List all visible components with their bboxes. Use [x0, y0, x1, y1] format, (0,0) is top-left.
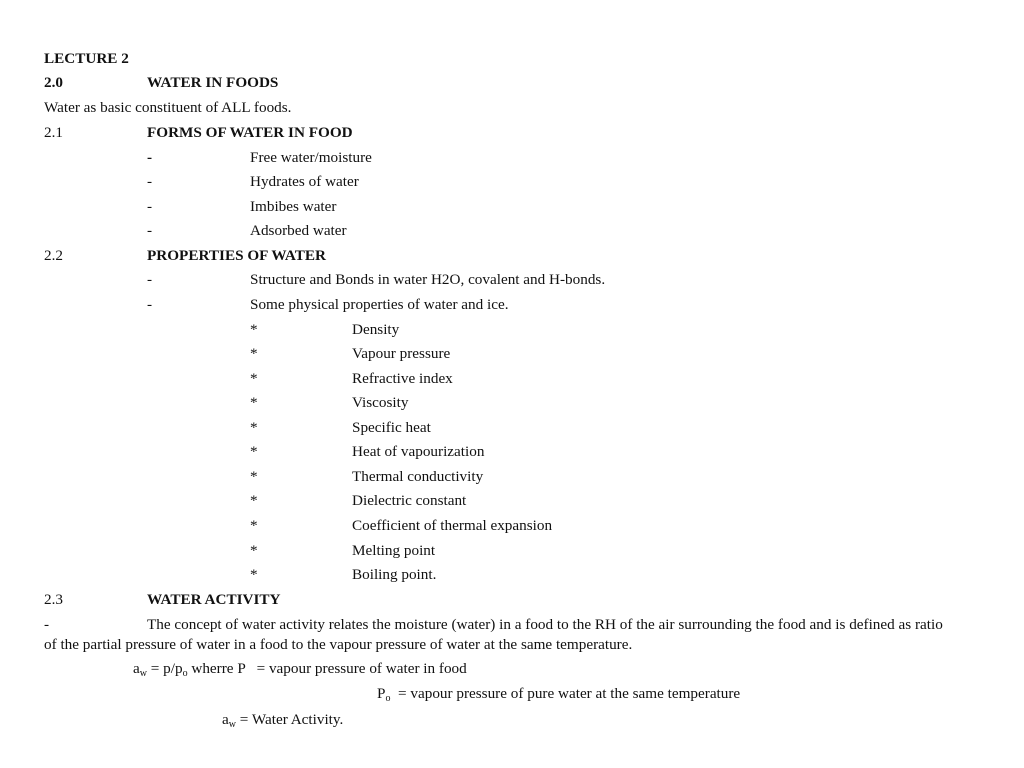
property-bullet: *	[250, 468, 258, 485]
section-2-1-title: FORMS OF WATER IN FOOD	[147, 124, 353, 141]
property-item: Viscosity	[352, 394, 409, 411]
property-item: Boiling point.	[352, 566, 437, 583]
section-2-3-title: WATER ACTIVITY	[147, 591, 281, 608]
property-bullet: *	[250, 345, 258, 362]
section-2-2-number: 2.2	[44, 247, 63, 264]
list-bullet: -	[147, 222, 153, 239]
list-bullet: -	[147, 296, 153, 313]
list-bullet: -	[147, 271, 153, 288]
property-bullet: *	[250, 566, 258, 583]
list-item: Free water/moisture	[250, 149, 372, 166]
section-2-0-number: 2.0	[44, 74, 63, 91]
list-item: Adsorbed water	[250, 222, 347, 239]
property-item: Specific heat	[352, 419, 431, 436]
property-item: Vapour pressure	[352, 345, 451, 362]
aw-formula: $a_w = p/p_o$ wherre P = vapour pressure of water in food	[133, 660, 467, 679]
property-item: Coefficient of thermal expansion	[352, 517, 553, 534]
section-2-3-number: 2.3	[44, 591, 63, 608]
property-bullet: *	[250, 321, 258, 338]
section-2-1-number: 2.1	[44, 124, 63, 141]
section-2-0-title: WATER IN FOODS	[147, 74, 279, 91]
paragraph-text: The concept of water activity relates the moisture (water) in a food to the RH of the air surrounding the food and is defined as ratio of the partial pressure of water in a food to the vapour pressure of water at the same temperature.	[44, 616, 943, 653]
property-bullet: *	[250, 517, 258, 534]
property-bullet: *	[250, 394, 258, 411]
po-definition: $P_o$ = vapour pressure of pure water at the same temperature	[377, 685, 741, 704]
paragraph-bullet: -	[44, 616, 50, 633]
water-activity-paragraph	[44, 615, 954, 655]
property-item: Dielectric constant	[352, 492, 467, 509]
property-item: Melting point	[352, 542, 436, 559]
property-item: Heat of vapourization	[352, 443, 485, 460]
property-bullet: *	[250, 443, 258, 460]
list-item: Hydrates of water	[250, 173, 359, 190]
list-bullet: -	[147, 149, 153, 166]
list-bullet: -	[147, 198, 153, 215]
list-item: Some physical properties of water and ice.	[250, 296, 509, 313]
section-2-2-title: PROPERTIES OF WATER	[147, 247, 326, 264]
property-item: Thermal conductivity	[352, 468, 484, 485]
aw-definition: $a_w$ = Water Activity.	[222, 711, 344, 730]
list-item: Imbibes water	[250, 198, 337, 215]
intro-text: Water as basic constituent of ALL foods.	[44, 99, 292, 116]
list-item: Structure and Bonds in water H2O, covalent and H-bonds.	[250, 271, 606, 288]
property-bullet: *	[250, 419, 258, 436]
lecture-title: LECTURE 2	[44, 50, 129, 67]
property-item: Density	[352, 321, 400, 338]
property-bullet: *	[250, 492, 258, 509]
property-bullet: *	[250, 542, 258, 559]
property-bullet: *	[250, 370, 258, 387]
property-item: Refractive index	[352, 370, 453, 387]
list-bullet: -	[147, 173, 153, 190]
